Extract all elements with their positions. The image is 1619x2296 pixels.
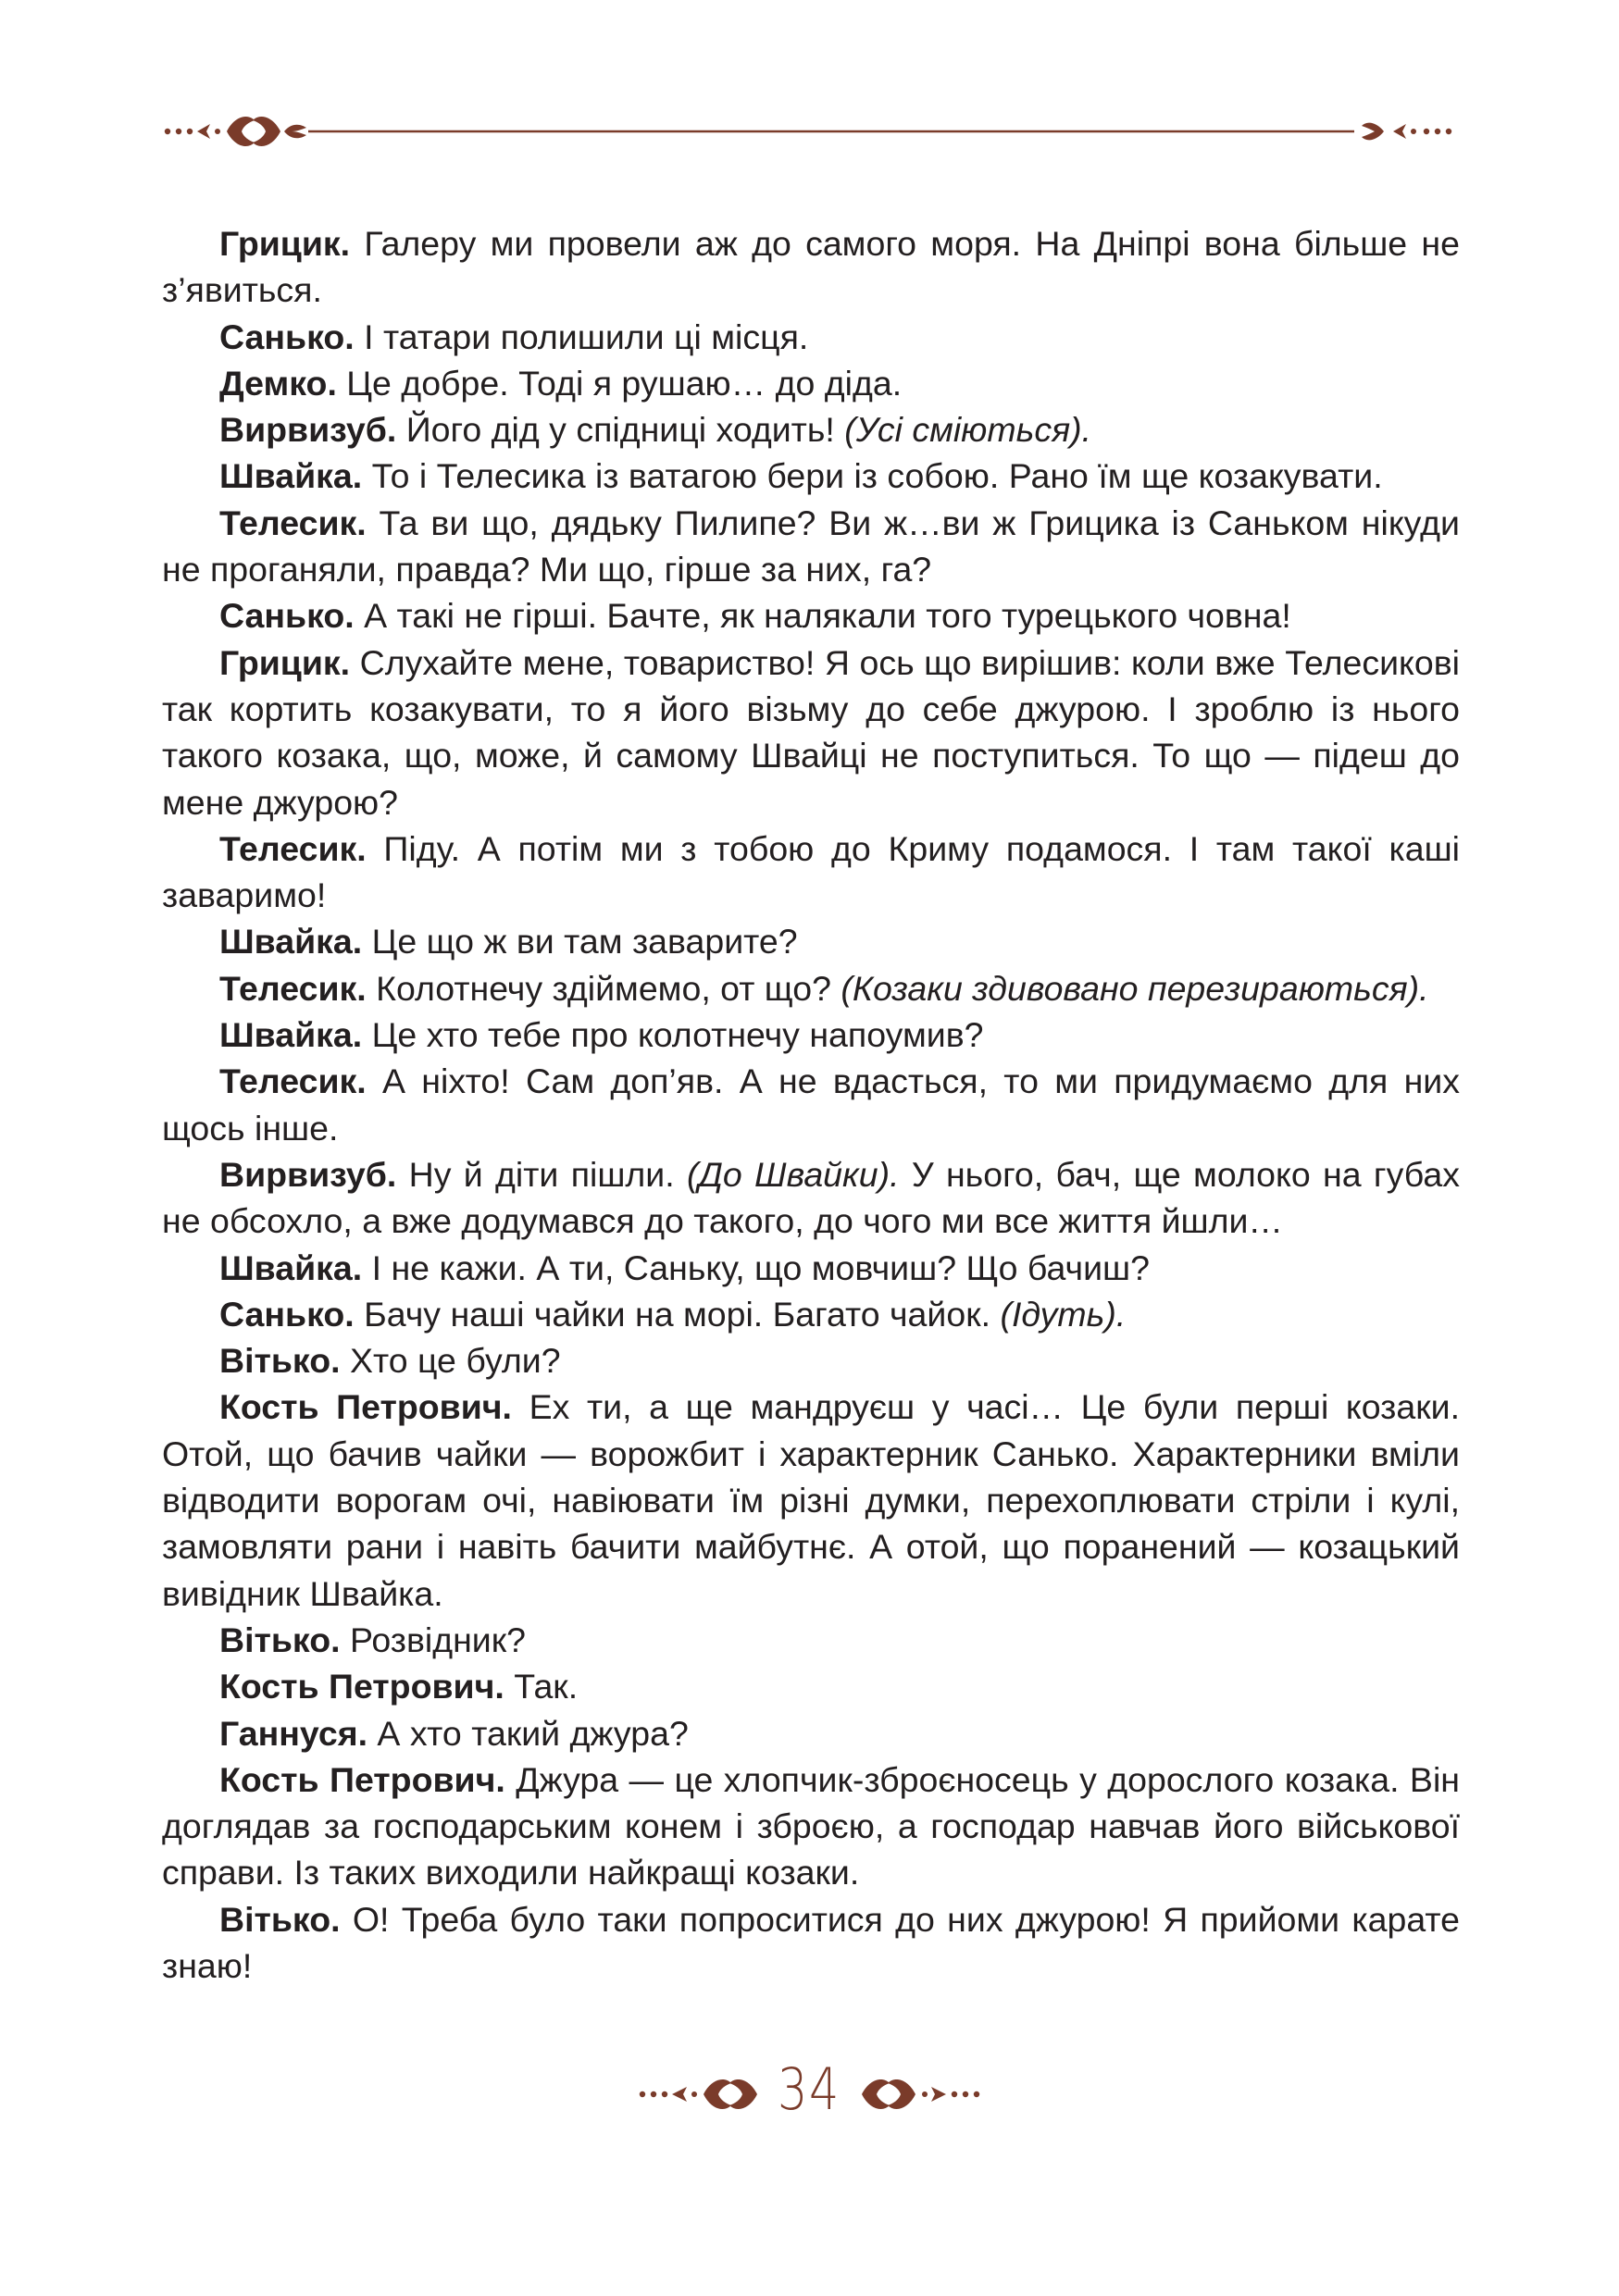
speaker-name: Швайка. (219, 922, 363, 962)
speaker-name: Санько. (219, 316, 355, 356)
line-text: Та ви що, дядьку Пилипе? Ви ж…ви ж Грицика із Саньком нікуди не проганяли, правда? Ми що, гірше за них, га? (162, 503, 1460, 590)
stage-direction: (До Швайки). (686, 1154, 900, 1194)
line-text: Піду. А потім ми з тобою до Криму подамося. І там такої каші заваримо! (162, 828, 1460, 915)
dialogue-line (162, 220, 1460, 314)
dialogue-line (162, 1245, 1460, 1291)
speaker-name: Вітько. (219, 1341, 341, 1381)
dialogue-line (162, 1058, 1460, 1151)
page-number: 34 (778, 2055, 841, 2123)
speaker-name: Демко. (219, 363, 337, 403)
dialogue-line (162, 1617, 1460, 1663)
speaker-name: Швайка. (219, 456, 363, 496)
line-text: Ех ти, а ще мандруєш у часі… Це були перші козаки. Отой, що бачив чайки — ворожбит і характерник Санько. Характерники вміли відводити ворогам очі, навіювати їм різні думки, перехоплювати стріли і кулі, замовляти рани і навіть бачити майбутнє. А отой, що поранений — козацький вивідник Швайка. (162, 1387, 1460, 1613)
stage-direction: (Козаки здивовано перезираються). (841, 968, 1429, 1008)
speaker-name: Телесик. (219, 828, 367, 868)
line-text: А хто такий джура? (367, 1713, 689, 1753)
speaker-name: Телесик. (219, 1061, 367, 1101)
line-text: Хто це були? (340, 1341, 561, 1381)
line-text: Це що ж ви там заварите? (362, 922, 798, 962)
line-text: У нього, бач, ще молоко на губах не обсохло, а вже додумався до такого, до чого ми все життя йшли… (162, 1154, 1460, 1241)
line-text: Джура — це хлопчик-зброєносець у дорослого козака. Він доглядав за господарським конем і зброєю, а господар навчав його військової справи. Із таких виходили найкращі козаки. (162, 1759, 1460, 1893)
speaker-name: Санько. (219, 596, 355, 636)
line-text: А такі не гірші. Бачте, як налякали того турецького човна! (354, 596, 1291, 636)
speaker-name: Санько. (219, 1294, 355, 1334)
dialogue-line (162, 453, 1460, 499)
line-text: Так. (504, 1667, 579, 1706)
dialogue-line (162, 1291, 1460, 1337)
stage-direction: (Ідуть). (1000, 1294, 1127, 1334)
line-text: Колотнечу здіймемо, от що? (366, 968, 841, 1008)
dialogue-line (162, 500, 1460, 593)
speaker-name: Ганнуся. (219, 1713, 367, 1753)
speaker-name: Швайка. (219, 1247, 363, 1287)
line-text: То і Телесика із ватагою бери із собою. Рано їм ще козакувати. (362, 456, 1383, 496)
dialogue-text (162, 220, 1460, 1989)
dialogue-line (162, 360, 1460, 406)
speaker-name: Телесик. (219, 503, 367, 542)
dialogue-line (162, 1011, 1460, 1058)
stage-direction: (Усі сміються). (844, 410, 1092, 450)
dialogue-line (162, 1756, 1460, 1896)
line-text: Його дід у спідниці ходить! (396, 410, 845, 450)
dialogue-line (162, 825, 1460, 919)
speaker-name: Кость Петрович. (219, 1387, 512, 1427)
line-text: О! Треба було таки попроситися до них джурою! Я прийоми карате знаю! (162, 1899, 1460, 1985)
line-text: Розвідник? (340, 1620, 526, 1659)
dialogue-line (162, 639, 1460, 825)
dialogue-line (162, 592, 1460, 639)
dialogue-line (162, 1151, 1460, 1245)
line-text: Бачу наші чайки на морі. Багато чайок. (354, 1294, 1001, 1334)
line-text: А ніхто! Сам доп’яв. А не вдасться, то ми придумаємо для них щось інше. (162, 1061, 1460, 1148)
speaker-name: Вітько. (219, 1899, 341, 1939)
dialogue-line (162, 1337, 1460, 1384)
floral-rule-icon (162, 104, 1458, 159)
speaker-name: Кость Петрович. (219, 1667, 504, 1706)
dialogue-line (162, 1710, 1460, 1756)
dialogue-line (162, 314, 1460, 360)
line-text: І не кажи. А ти, Саньку, що мовчиш? Що бачиш? (362, 1247, 1150, 1287)
speaker-name: Вітько. (219, 1620, 341, 1659)
dialogue-line (162, 1896, 1460, 1990)
speaker-name: Вирвизуб. (219, 410, 397, 450)
dialogue-line (162, 918, 1460, 964)
line-text: І татари полишили ці місця. (354, 316, 809, 356)
dialogue-line (162, 965, 1460, 1011)
dialogue-line (162, 406, 1460, 453)
line-text: Галеру ми провели аж до самого моря. На Дніпрі вона більше не з’явиться. (162, 224, 1460, 310)
speaker-name: Кость Петрович. (219, 1759, 505, 1799)
speaker-name: Швайка. (219, 1015, 363, 1055)
speaker-name: Вирвизуб. (219, 1154, 397, 1194)
line-text: Слухайте мене, товариство! Я ось що вирішив: коли вже Телесикові так кортить козакувати, то я його візьму до себе джурою. І зроблю із нього такого козака, що, може, й самому Швайці не поступиться. То що — підеш до мене джурою? (162, 642, 1460, 822)
speaker-name: Грицик. (219, 642, 351, 682)
dialogue-line (162, 1384, 1460, 1616)
speaker-name: Телесик. (219, 968, 367, 1008)
line-text: Це добре. Тоді я рушаю… до діда. (336, 363, 903, 403)
dialogue-line (162, 1663, 1460, 1709)
line-text: Це хто тебе про колотнечу напоумив? (362, 1015, 984, 1055)
line-text: Ну й діти пішли. (396, 1154, 687, 1194)
speaker-name: Грицик. (219, 224, 351, 263)
